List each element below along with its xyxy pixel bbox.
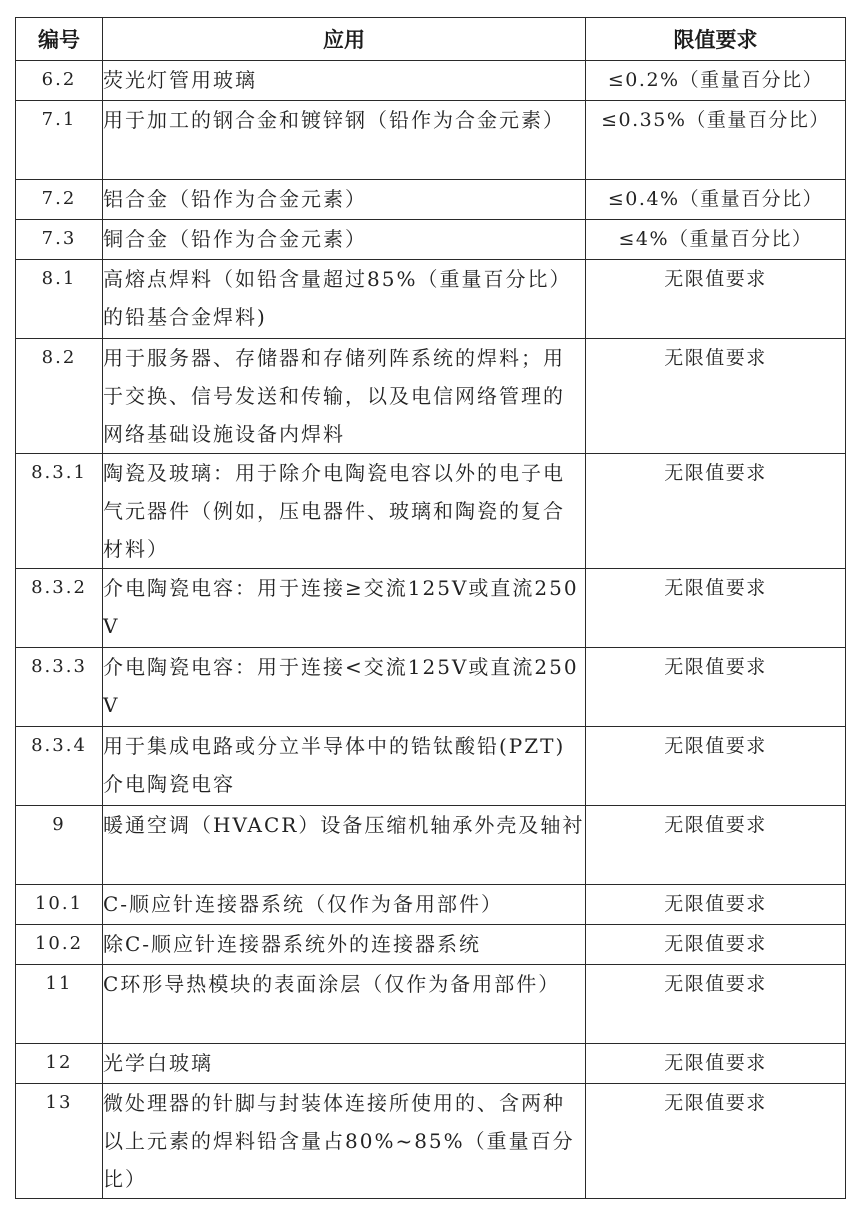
table-row [16, 1084, 846, 1199]
row-application: 陶瓷及玻璃：用于除介电陶瓷电容以外的电子电气元器件（例如，压电器件、玻璃和陶瓷的复合材料） [103, 454, 586, 569]
table-row [16, 1044, 846, 1084]
row-application: C环形导热模块的表面涂层（仅作为备用部件） [103, 965, 586, 1044]
restriction-table [15, 17, 846, 1199]
row-application: 介电陶瓷电容：用于连接≥交流125V或直流250V [103, 569, 586, 648]
row-limit: 无限值要求 [586, 648, 846, 727]
row-limit: 无限值要求 [586, 260, 846, 339]
table-row [16, 454, 846, 569]
table-row [16, 101, 846, 180]
row-id: 6.2 [16, 61, 103, 101]
row-limit: 无限值要求 [586, 454, 846, 569]
header-id: 编号 [16, 18, 103, 61]
row-id: 7.3 [16, 220, 103, 260]
table-row [16, 260, 846, 339]
row-id: 11 [16, 965, 103, 1044]
table-row [16, 648, 846, 727]
row-id: 8.1 [16, 260, 103, 339]
row-limit: 无限值要求 [586, 727, 846, 806]
row-limit: ≤0.35%（重量百分比） [586, 101, 846, 180]
row-limit: 无限值要求 [586, 806, 846, 885]
row-limit: 无限值要求 [586, 1084, 846, 1199]
table-row [16, 220, 846, 260]
row-limit: 无限值要求 [586, 885, 846, 925]
row-limit: 无限值要求 [586, 1044, 846, 1084]
row-application: 荧光灯管用玻璃 [103, 61, 586, 101]
row-id: 13 [16, 1084, 103, 1199]
row-id: 8.3.3 [16, 648, 103, 727]
row-application: 铝合金（铅作为合金元素） [103, 180, 586, 220]
row-limit: ≤4%（重量百分比） [586, 220, 846, 260]
table-row [16, 569, 846, 648]
table-row [16, 925, 846, 965]
row-limit: 无限值要求 [586, 339, 846, 454]
row-id: 8.3.1 [16, 454, 103, 569]
row-application: 高熔点焊料（如铅含量超过85%（重量百分比）的铅基合金焊料) [103, 260, 586, 339]
row-limit: ≤0.2%（重量百分比） [586, 61, 846, 101]
table-header-row [16, 18, 846, 61]
row-application: 微处理器的针脚与封装体连接所使用的、含两种以上元素的焊料铅含量占80%~85%（重量百分比） [103, 1084, 586, 1199]
row-id: 8.2 [16, 339, 103, 454]
row-application: 光学白玻璃 [103, 1044, 586, 1084]
row-id: 10.1 [16, 885, 103, 925]
header-limit: 限值要求 [586, 18, 846, 61]
row-id: 12 [16, 1044, 103, 1084]
table-row [16, 806, 846, 885]
row-application: 用于服务器、存储器和存储列阵系统的焊料；用于交换、信号发送和传输，以及电信网络管理的网络基础设施设备内焊料 [103, 339, 586, 454]
row-application: 用于集成电路或分立半导体中的锆钛酸铅(PZT)介电陶瓷电容 [103, 727, 586, 806]
table-row [16, 61, 846, 101]
row-application: 介电陶瓷电容：用于连接<交流125V或直流250V [103, 648, 586, 727]
row-limit: 无限值要求 [586, 569, 846, 648]
row-id: 7.1 [16, 101, 103, 180]
row-id: 9 [16, 806, 103, 885]
row-limit: 无限值要求 [586, 965, 846, 1044]
header-application: 应用 [103, 18, 586, 61]
row-id: 8.3.4 [16, 727, 103, 806]
row-application: C-顺应针连接器系统（仅作为备用部件） [103, 885, 586, 925]
row-application: 铜合金（铅作为合金元素） [103, 220, 586, 260]
row-application: 暖通空调（HVACR）设备压缩机轴承外壳及轴衬 [103, 806, 586, 885]
table-row [16, 339, 846, 454]
row-application: 用于加工的钢合金和镀锌钢（铅作为合金元素） [103, 101, 586, 180]
table-row [16, 727, 846, 806]
row-limit: ≤0.4%（重量百分比） [586, 180, 846, 220]
table-row [16, 885, 846, 925]
row-id: 7.2 [16, 180, 103, 220]
row-id: 10.2 [16, 925, 103, 965]
row-id: 8.3.2 [16, 569, 103, 648]
table-row [16, 180, 846, 220]
row-limit: 无限值要求 [586, 925, 846, 965]
row-application: 除C-顺应针连接器系统外的连接器系统 [103, 925, 586, 965]
table-row [16, 965, 846, 1044]
